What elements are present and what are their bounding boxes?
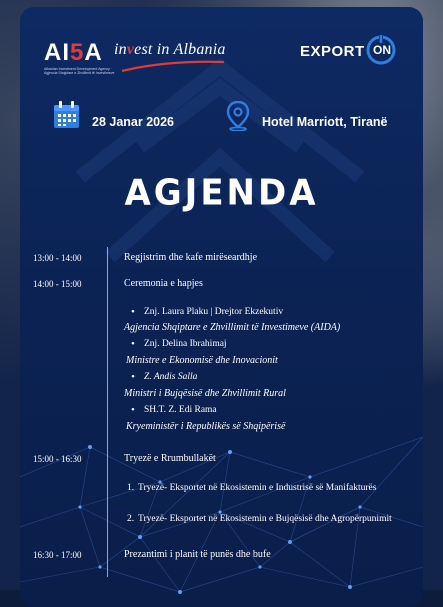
speaker-name: • Znj. Delina Ibrahimaj [144,339,227,349]
invest-in-albania-logo: invest in Albania [114,41,226,58]
agenda-time: 15:00 - 16:30 [33,454,82,464]
event-date: 28 Janar 2026 [92,115,175,129]
invest-swoosh-icon [120,59,226,73]
export-on-logo: EXPORT [300,43,365,60]
timeline-divider [107,247,108,577]
export-on-logo-on: ON [373,43,391,57]
aida-logo-subtitle: Albanian Investment Development Agency · Agjencia Shqiptare e Zhvillimit të Investimeve [44,67,115,75]
speaker-role: Kryeministër i Republikës së Shqipërisë [126,421,286,432]
agenda-time: 13:00 - 14:00 [33,253,82,263]
location-pin-icon [226,101,250,131]
page-title: AGJENDA [124,172,319,214]
agenda-item: Tryezë e Rrumbullakët [124,453,216,464]
agenda-item: Regjistrim dhe kafe mirëseardhje [124,252,258,263]
speaker-role: Ministri i Bujqësisë dhe Zhvillimit Rural [124,388,286,399]
speaker-role: Agjencia Shqiptare e Zhvillimit të Investimeve (AIDA) [124,322,341,333]
agenda-item: Prezantimi i planit të punës dhe bufe [124,549,271,560]
speaker-name: • SH.T. Z. Edi Rama [144,405,217,415]
agenda-time: 14:00 - 15:00 [33,279,82,289]
calendar-icon [53,101,80,129]
agenda-time: 16:30 - 17:00 [33,550,82,560]
speaker-name: • Z. Andis Salla [144,372,197,382]
agenda-card [20,7,423,607]
speaker-role: Ministre e Ekonomisë dhe Inovacionit [126,355,278,366]
roundtable-item: 1. Tryezë- Eksportet në Ekosistemin e Industrisë së Manifakturës [127,483,377,493]
event-venue: Hotel Marriott, Tiranë [262,115,388,129]
agenda-item: Ceremonia e hapjes [124,278,203,289]
aida-logo: AI5A [44,39,103,66]
roundtable-item: 2. Tryezë- Eksportet në Ekosistemin e Bujqësisë dhe Agropërpunimit [127,514,392,524]
speaker-name: • Znj. Laura Plaku | Drejtor Ekzekutiv [144,307,283,317]
